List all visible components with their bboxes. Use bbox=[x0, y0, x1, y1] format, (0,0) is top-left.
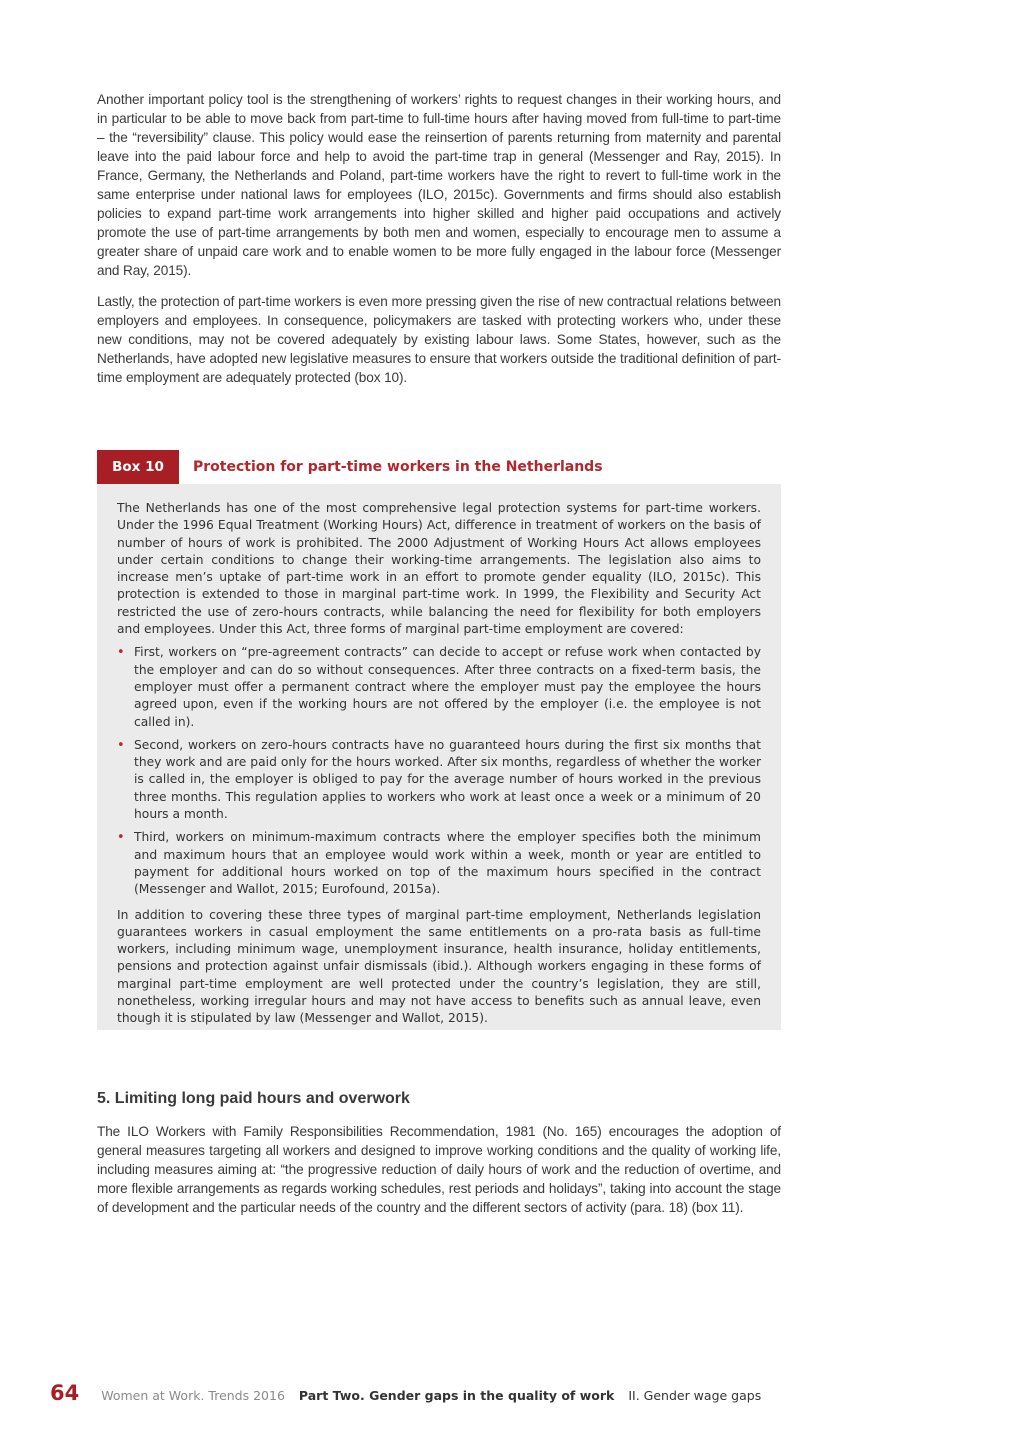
bullet-text: Second, workers on zero-hours contracts have no guaranteed hours during the first six months that they work and are paid only for the hours worked. After six months, regardless of whether the worker is called in, the employer is obliged to pay for the average number of hours worked in the previous three months. This regulation applies to workers who work at least once a week or a minimum of 20 hours a month. bbox=[134, 737, 761, 822]
list-item bbox=[117, 737, 761, 823]
publication-title: Women at Work. Trends 2016 bbox=[101, 1388, 285, 1403]
bullet-text: Third, workers on minimum-maximum contracts where the employer specifies both the minimum and maximum hours that an employee would work within a week, month or year are entitled to payment for additional hours worked on top of the maximum hours specified in the contract (Messenger and Wallot, 2015; Eurofound, 2015a). bbox=[134, 830, 761, 897]
list-item bbox=[117, 644, 761, 730]
bullet-icon: • bbox=[117, 645, 125, 661]
box-intro-paragraph: The Netherlands has one of the most comprehensive legal protection systems for part-time workers. Under the 1996 Equal Treatment (Working Hours) Act, difference in treatment of workers on the basis of number of hours of work is prohibited. The 2000 Adjustment of Working Hours Act allows employees under certain conditions to change their working-time arrangements. The legislation also aims to increase men’s uptake of part-time work in an effort to promote gender equality (ILO, 2015c). This protection is extended to those in marginal part-time work. In 1999, the Flexibility and Security Act restricted the use of zero-hours contracts, while balancing the need for flexibility for both employers and employees. Under this Act, three forms of marginal part-time employment are covered: bbox=[117, 501, 761, 637]
section-5 bbox=[97, 1090, 781, 1217]
part-title: Part Two. Gender gaps in the quality of work bbox=[298, 1388, 615, 1403]
page-footer bbox=[50, 1381, 761, 1405]
box-bullet-list bbox=[117, 644, 761, 898]
list-item bbox=[117, 829, 761, 898]
box-body bbox=[97, 484, 781, 1030]
box-header bbox=[97, 450, 781, 484]
bullet-icon: • bbox=[117, 830, 125, 846]
box-closing-paragraph: In addition to covering these three types of marginal part-time employment, Netherlands legislation guarantees workers in casual employment the same entitlements on a pro-rata basis as full-time workers, including minimum wage, unemployment insurance, health insurance, holiday entitlements, pensions and protection against unfair dismissals (ibid.). Although workers engaging in these forms of marginal part-time employment are well protected under the country’s legislation, they are still, nonetheless, working irregular hours and may not have access to benefits such as annual leave, even though it is stipulated by law (Messenger and Wallot, 2015). bbox=[117, 907, 761, 1026]
section-paragraph: The ILO Workers with Family Responsibilities Recommendation, 1981 (No. 165) encourages the adoption of general measures targeting all workers and designed to improve working conditions and the quality of working life, including measures aiming at: “the progressive reduction of daily hours of work and the reduction of overtime, and more flexible arrangements as regards working schedules, rest periods and holidays”, taking into account the stage of development and the particular needs of the country and the different sectors of activity (para. 18) (box 11). bbox=[97, 1124, 781, 1215]
intro-paragraph-1: Another important policy tool is the strengthening of workers’ rights to request changes in their working hours, and in particular to be able to move back from part-time to full-time hours after having moved from full-time to part-time – the “reversibility” clause. This policy would ease the reinsertion of parents returning from maternity and parental leave into the paid labour force and help to avoid the part-time trap in general (Messenger and Ray, 2015). In France, Germany, the Netherlands and Poland, part-time workers have the right to revert to full-time work in the same enterprise under national laws for employees (ILO, 2015c). Governments and firms should also establish policies to expand part-time work arrangements into higher skilled and higher paid occupations and actively promote the use of part-time arrangements by both men and women, especially to encourage men to assume a greater share of unpaid care work and to enable women to be more fully engaged in the labour force (Messenger and Ray, 2015). bbox=[97, 92, 781, 278]
bullet-text: First, workers on “pre-agreement contracts” can decide to accept or refuse work when contacted by the employer and can do so without consequences. After three contracts on a fixed-term basis, the employer must offer a permanent contract where the employer must pay the employee the hours agreed upon, even if the working hours are not offered by the employer (i.e. the employee is not called in). bbox=[134, 645, 761, 729]
page-number: 64 bbox=[50, 1381, 80, 1405]
section-heading: 5. Limiting long paid hours and overwork bbox=[97, 1090, 410, 1107]
intro-section bbox=[97, 90, 781, 387]
box-10 bbox=[97, 450, 781, 1030]
box-title: Protection for part-time workers in the Netherlands bbox=[193, 459, 603, 475]
bullet-icon: • bbox=[117, 737, 125, 753]
box-label: Box 10 bbox=[97, 450, 179, 484]
chapter-title: II. Gender wage gaps bbox=[628, 1388, 762, 1403]
intro-paragraph-2: Lastly, the protection of part-time workers is even more pressing given the rise of new contractual relations between employers and employees. In consequence, policymakers are tasked with protecting workers who, under these new conditions, may not be covered adequately by existing labour laws. Some States, however, such as the Netherlands, have adopted new legislative measures to ensure that workers outside the traditional definition of part-time employment are adequately protected (box 10). bbox=[97, 294, 781, 385]
